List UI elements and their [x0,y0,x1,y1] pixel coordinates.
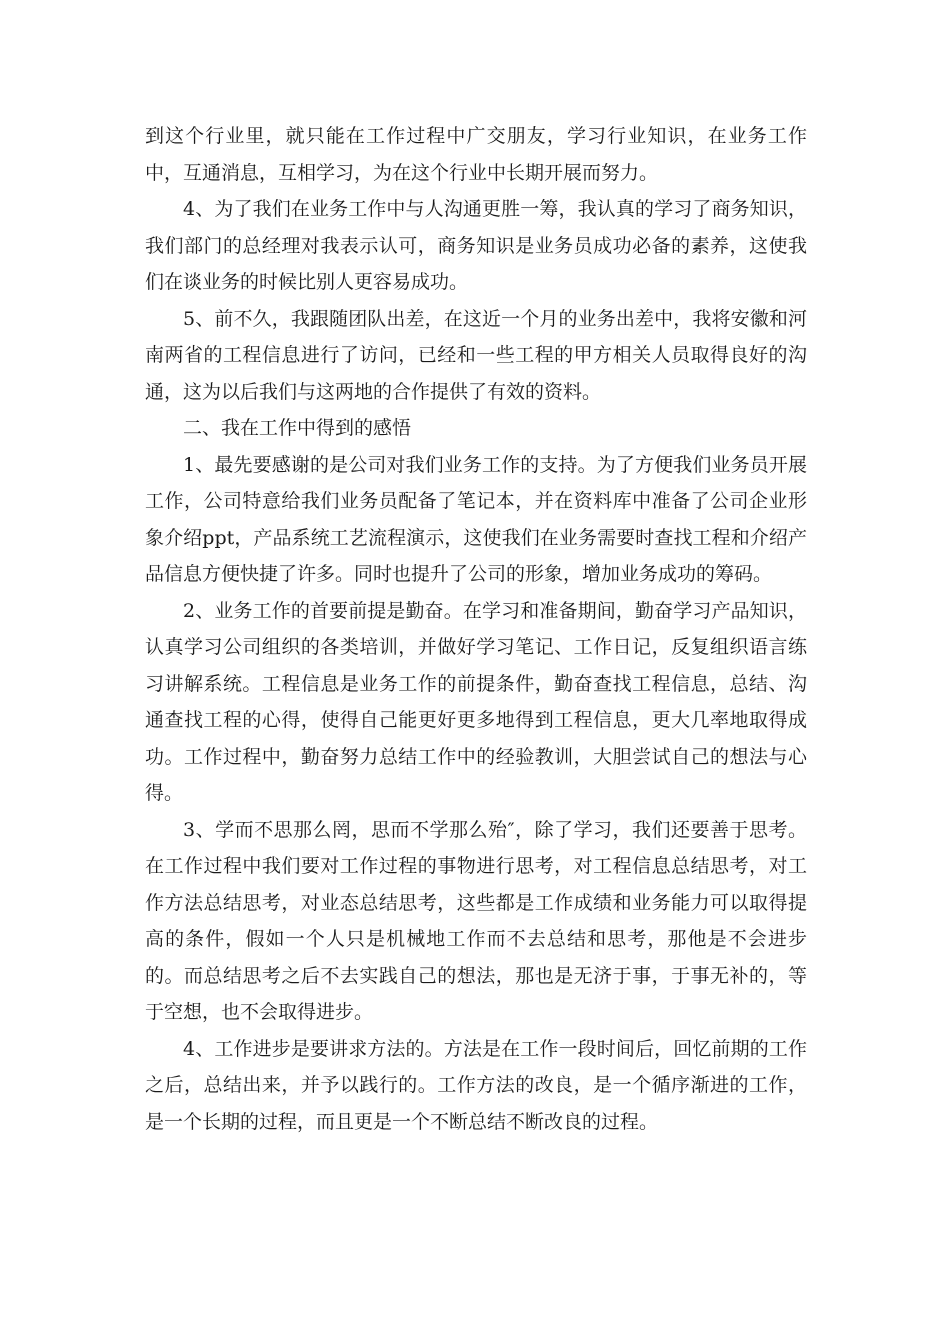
paragraph-item-5: 5、前不久，我跟随团队出差，在这近一个月的业务出差中，我将安徽和河南两省的工程信息进行了访问，已经和一些工程的甲方相关人员取得良好的沟通，这为以后我们与这两地的合作提供了有效的资料。 [145,307,807,403]
paragraph-insight-4: 4、工作进步是要讲求方法的。方法是在工作一段时间后，回忆前期的工作之后，总结出来，并予以践行的。工作方法的改良，是一个循序渐进的工作，是一个长期的过程，而且更是一个不断总结不断改良的过程。 [145,1037,807,1133]
paragraph-insight-1: 1、最先要感谢的是公司对我们业务工作的支持。为了方便我们业务员开展工作，公司特意给我们业务员配备了笔记本，并在资料库中准备了公司企业形象介绍ppt，产品系统工艺流程演示，这使我们在业务需要时查找工程和介绍产品信息方便快捷了许多。同时也提升了公司的形象，增加业务成功的筹码。 [145,453,807,585]
paragraph-continuation: 到这个行业里，就只能在工作过程中广交朋友，学习行业知识，在业务工作中，互通消息，互相学习，为在这个行业中长期开展而努力。 [145,125,807,184]
section-heading: 二、我在工作中得到的感悟 [183,417,412,439]
paragraph-insight-2: 2、业务工作的首要前提是勤奋。在学习和准备期间，勤奋学习产品知识，认真学习公司组织的各类培训，并做好学习笔记、工作日记，反复组织语言练习讲解系统。工程信息是业务工作的前提条件，勤奋查找工程信息，总结、沟通查找工程的心得，使得自己能更好更多地得到工程信息，更大几率地取得成功。工作过程中，勤奋努力总结工作中的经验教训，大胆尝试自己的想法与心得。 [145,599,807,804]
paragraph-item-4: 4、为了我们在业务工作中与人沟通更胜一筹，我认真的学习了商务知识，我们部门的总经理对我表示认可，商务知识是业务员成功必备的素养，这使我们在谈业务的时候比别人更容易成功。 [145,198,807,293]
paragraph-insight-3: 3、学而不思那么罔，思而不学那么殆″，除了学习，我们还要善于思考。在工作过程中我们要对工作过程的事物进行思考，对工程信息总结思考，对工作方法总结思考，对业态总结思考，这些都是工作成绩和业务能力可以取得提高的条件，假如一个人只是机械地工作而不去总结和思考，那他是不会进步的。而总结思考之后不去实践自己的想法，那也是无济于事，于事无补的，等于空想，也不会取得进步。 [145,818,807,1023]
document-body [145,118,807,1140]
